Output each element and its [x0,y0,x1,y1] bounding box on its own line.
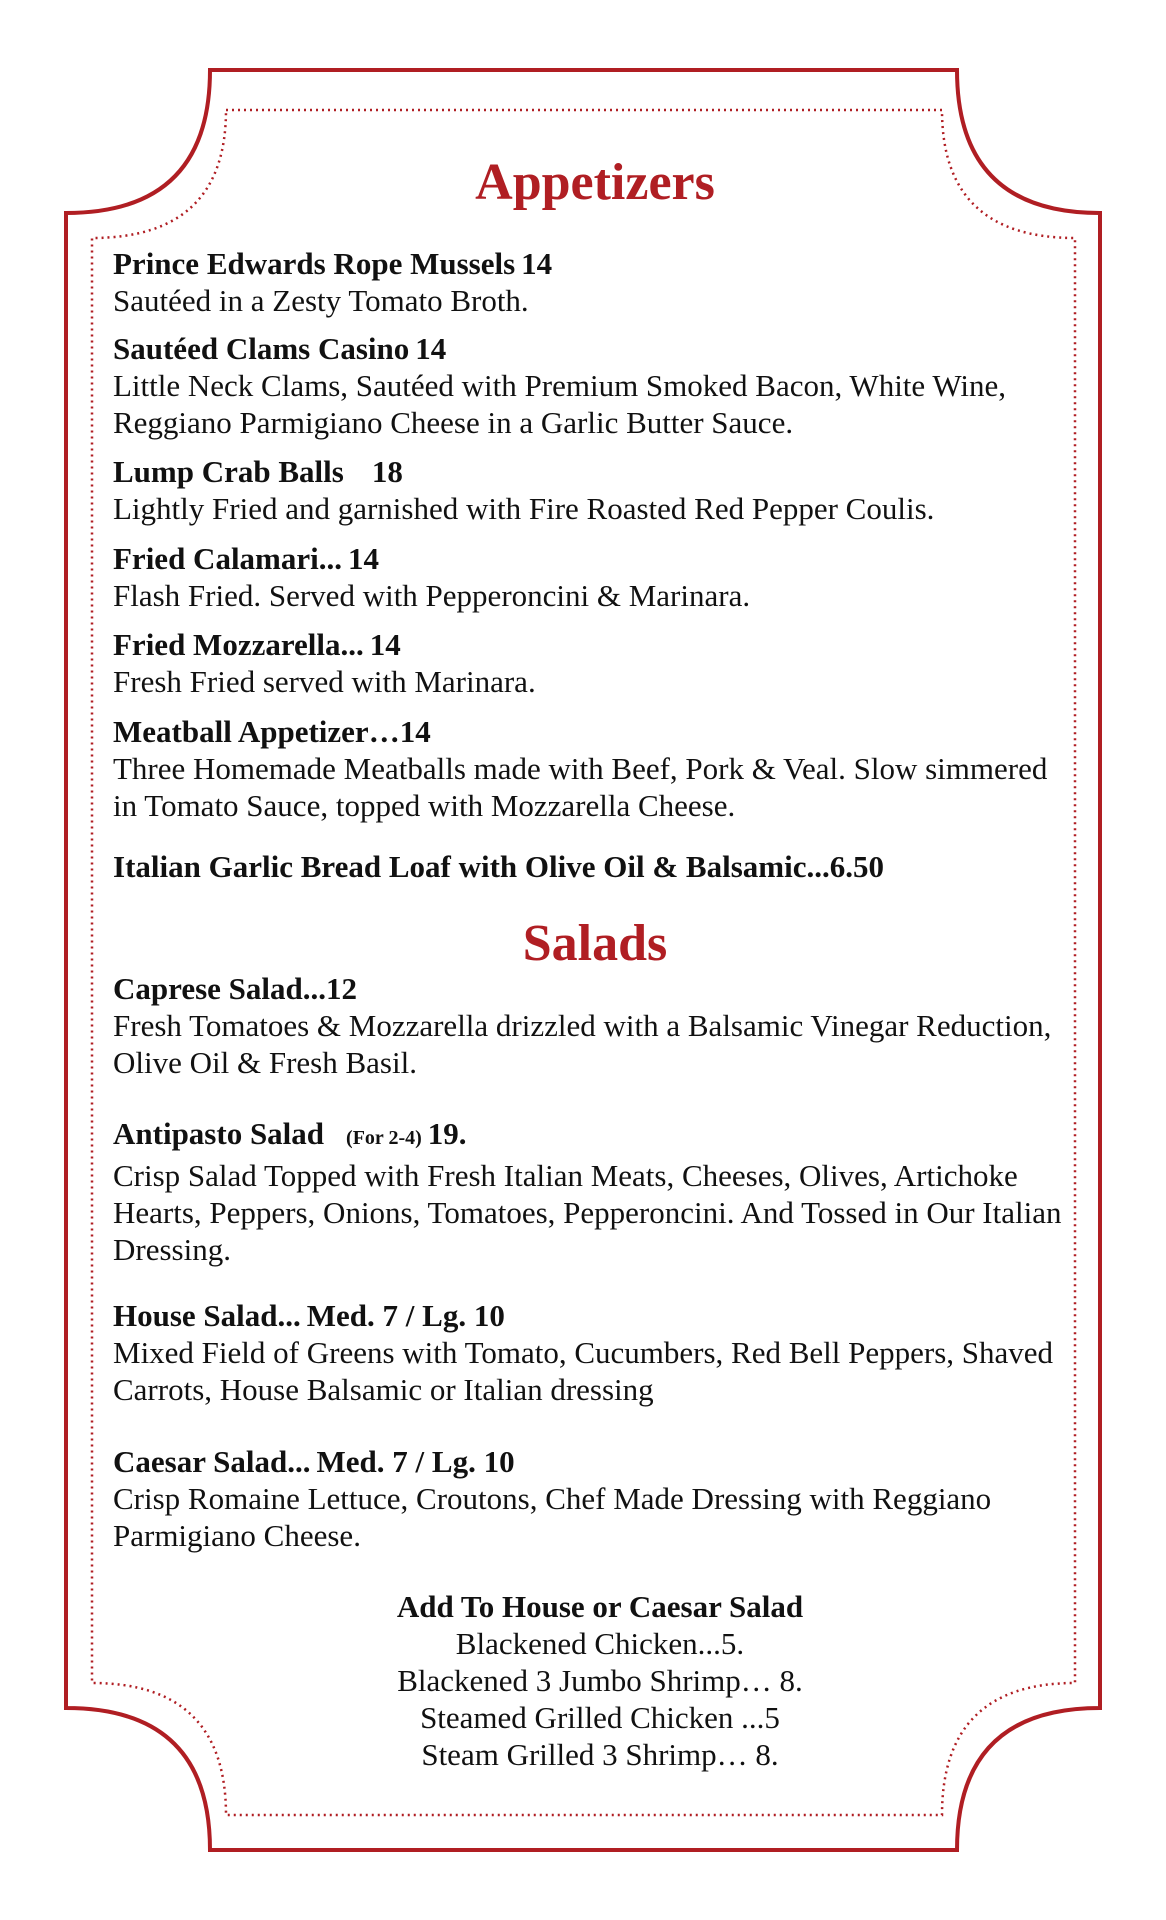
item-name: Lump Crab Balls [113,454,344,489]
addons-heading: Add To House or Caesar Salad [396,1589,804,1624]
item-name: Meatball Appetizer… [113,714,400,749]
item-serving-note: (For 2-4) [346,1127,422,1149]
item-description: Fresh Fried served with Marinara. [113,664,536,699]
item-price: 19. [427,1116,467,1151]
item-name: Sautéed Clams Casino [113,331,410,366]
item-description: Crisp Salad Topped with Fresh Italian Meats, Cheeses, Olives, Artichoke Hearts, Peppers, Onions, Tomatoes, Pepperoncini. And Tossed in Our Italian Dressing. [113,1158,1062,1267]
menu-item-garlic-bread [113,848,1063,885]
item-name: House Salad... [113,1298,301,1333]
item-description: Mixed Field of Greens with Tomato, Cucumbers, Red Bell Peppers, Shaved Carrots, House Balsamic or Italian dressing [113,1335,1054,1407]
item-description: Sautéed in a Zesty Tomato Broth. [113,283,529,318]
salad-addons [300,1588,900,1773]
item-name: Fried Mozzarella... [113,627,364,662]
menu-item-crab-balls [113,453,1063,527]
menu-item-meatball [113,713,1063,824]
menu-item-clams-casino [113,330,1063,441]
item-description: Little Neck Clams, Sautéed with Premium Smoked Bacon, White Wine, Reggiano Parmigiano Cheese in a Garlic Butter Sauce. [113,368,1007,440]
item-price: 6.50 [829,849,884,884]
item-description: Three Homemade Meatballs made with Beef, Pork & Veal. Slow simmered in Tomato Sauce, topped with Mozzarella Cheese. [113,751,1048,823]
item-price: 14 [369,627,401,662]
item-description: Crisp Romaine Lettuce, Croutons, Chef Made Dressing with Reggiano Parmigiano Cheese. [113,1481,992,1553]
item-description: Flash Fried. Served with Pepperoncini & Marinara. [113,578,751,613]
menu-item-caprese [113,970,1063,1081]
item-price: 14 [521,246,553,281]
item-price: Med. 7 / Lg. 10 [306,1298,505,1333]
menu-item-fried-mozzarella [113,626,1063,700]
menu-item-house-salad [113,1297,1063,1408]
addon-line: Blackened 3 Jumbo Shrimp… 8. [397,1663,803,1698]
item-description: Fresh Tomatoes & Mozzarella drizzled with a Balsamic Vinegar Reduction, Olive Oil & Fresh Basil. [113,1008,1052,1080]
appetizers-heading: Appetizers [475,154,715,211]
salads-heading: Salads [522,915,668,972]
item-price: 14 [399,714,431,749]
item-name: Antipasto Salad [113,1116,325,1151]
item-price: 14 [415,331,447,366]
item-price: 14 [348,541,380,576]
item-price: 18 [371,454,403,489]
addon-line: Steamed Grilled Chicken ...5 [420,1700,780,1735]
item-name: Caesar Salad... [113,1444,311,1479]
menu-item-caesar-salad [113,1443,1063,1554]
menu-item-calamari [113,540,1063,614]
addon-line: Blackened Chicken...5. [455,1626,745,1661]
menu-item-mussels [113,245,1063,319]
addon-line: Steam Grilled 3 Shrimp… 8. [421,1737,779,1772]
item-name: Fried Calamari... [113,541,343,576]
item-name: Prince Edwards Rope Mussels [113,246,516,281]
item-name: Italian Garlic Bread Loaf with Olive Oil & Balsamic... [113,849,830,884]
item-price: 12 [326,971,358,1006]
menu-item-antipasto [113,1115,1063,1268]
item-price: Med. 7 / Lg. 10 [316,1444,515,1479]
item-name: Caprese Salad... [113,971,327,1006]
item-description: Lightly Fried and garnished with Fire Roasted Red Pepper Coulis. [113,491,935,526]
